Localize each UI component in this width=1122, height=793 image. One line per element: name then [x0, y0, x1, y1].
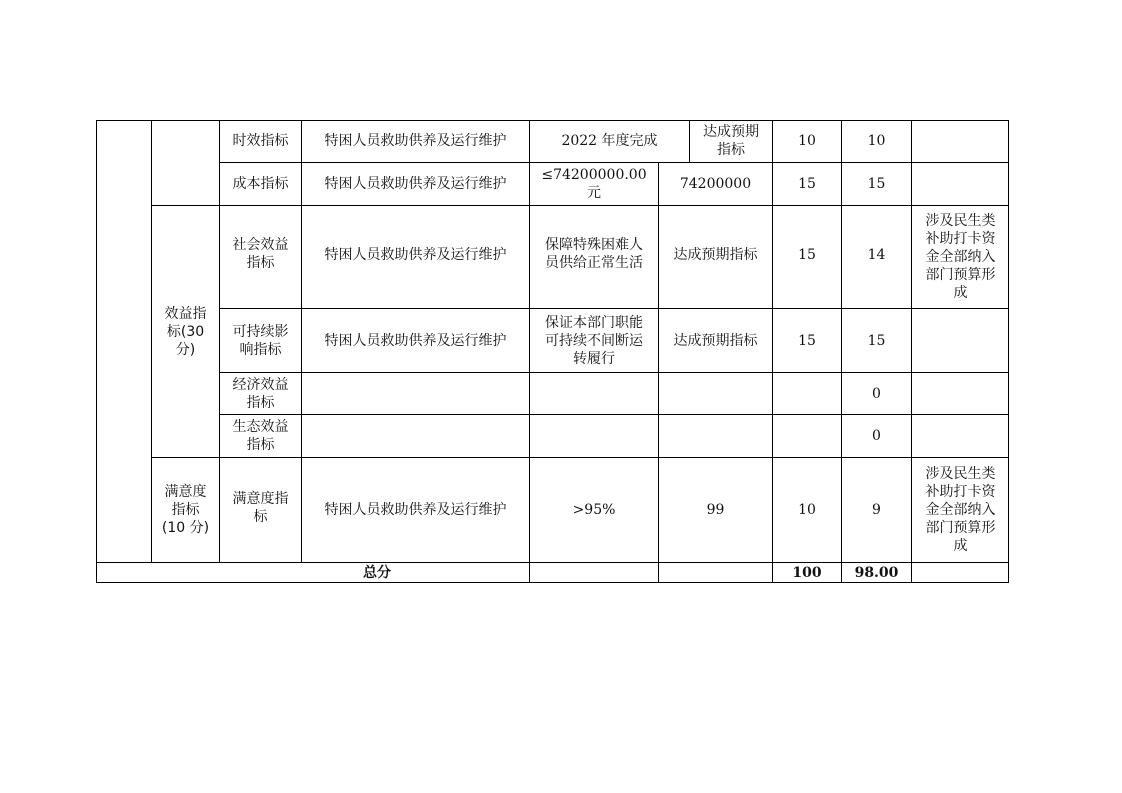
project-name: 特困人员救助供养及运行维护: [324, 176, 507, 192]
score-value: 15: [867, 176, 886, 192]
project-name: 特困人员救助供养及运行维护: [324, 502, 507, 518]
weight-value: 15: [798, 332, 816, 349]
weight-value: 15: [798, 247, 816, 263]
indicator-economic: 经济效益 指标: [232, 376, 289, 411]
actual-value: 达成预期 指标: [703, 124, 759, 158]
group-satisfaction-indicators: 满意度 指标 (10 分): [161, 484, 210, 536]
actual-value: 99: [706, 502, 725, 518]
score-value: 15: [867, 332, 886, 349]
target-value: 保障特殊困难人 员供给正常生活: [545, 237, 643, 271]
note-value: [912, 309, 1009, 372]
actual-value: 达成预期指标: [673, 332, 758, 349]
total-weight: 100: [792, 565, 822, 581]
project-name: 特困人员救助供养及运行维护: [324, 247, 507, 263]
score-value: 0: [872, 385, 881, 402]
score-value: 9: [872, 502, 881, 518]
target-value: ≤74200000.00 元: [541, 167, 647, 201]
note-value: 涉及民生类 补助打卡资 金全部纳入 部门预算形 成: [925, 213, 996, 301]
group-benefit-indicators: 效益指 标(30 分): [164, 305, 207, 358]
total-score: 98.00: [854, 565, 899, 581]
indicator-timeliness: 时效指标: [232, 133, 289, 149]
actual-value: 达成预期指标: [673, 247, 758, 263]
target-value: 保证本部门职能 可持续不间断运 转履行: [545, 314, 643, 367]
indicator-social: 社会效益 指标: [232, 237, 289, 271]
weight-value: 15: [798, 176, 816, 192]
score-value: 0: [872, 428, 881, 444]
indicator-satisfaction: 满意度指 标: [232, 491, 289, 525]
indicator-sustainable: 可持续影 响指标: [232, 323, 289, 358]
note-value: [912, 120, 1009, 162]
total-label: 总分: [363, 565, 391, 581]
score-value: 10: [867, 133, 886, 149]
indicator-cost: 成本指标: [232, 176, 289, 192]
target-value: 2022 年度完成: [561, 133, 658, 149]
actual-value: 74200000: [679, 176, 752, 192]
score-value: 14: [867, 247, 886, 263]
indicator-ecological: 生态效益 指标: [232, 419, 289, 453]
performance-evaluation-table: [96, 120, 1009, 583]
target-value: >95%: [572, 502, 616, 518]
note-value: [912, 163, 1009, 205]
weight-value: 10: [798, 133, 816, 149]
project-name: 特困人员救助供养及运行维护: [324, 133, 507, 149]
note-value: 涉及民生类 补助打卡资 金全部纳入 部门预算形 成: [925, 466, 996, 554]
weight-value: 10: [798, 502, 816, 518]
project-name: 特困人员救助供养及运行维护: [324, 332, 507, 349]
